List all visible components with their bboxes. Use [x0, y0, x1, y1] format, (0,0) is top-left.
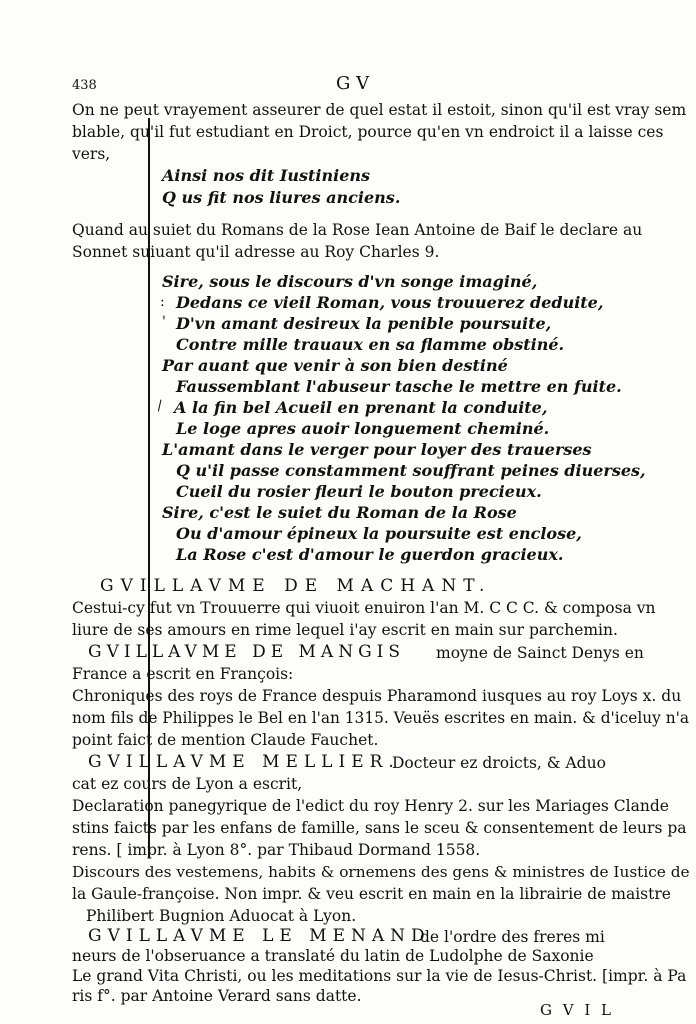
folio-number: 438	[72, 78, 97, 93]
text-line: de l'ordre des freres mi	[420, 928, 605, 946]
text-line: On ne peut vrayement asseurer de quel estat il estoit, sinon qu'il est vray sem	[72, 101, 687, 119]
sonnet-line: Sire, sous le discours d'vn songe imaginé,	[162, 272, 538, 291]
margin-mark: \	[153, 397, 166, 415]
verse-line: Ainsi nos dit Iustiniens	[162, 166, 371, 185]
text-line: Declaration panegyrique de l'edict du roy Henry 2. sur les Mariages Clande	[72, 797, 669, 815]
sonnet-line: Par auant que venir à son bien destiné	[162, 356, 508, 375]
sonnet-line: Contre mille trauaux en sa flamme obstiné.	[176, 335, 565, 354]
text-line: Docteur ez droicts, & Aduo	[392, 754, 606, 772]
text-line: stins faicts par les enfans de famille, sans le sceu & consentement de leurs pa	[72, 819, 687, 837]
entry-heading: GVILLAVME DE MACHANT.	[100, 576, 492, 596]
text-line: Quand au suiet du Romans de la Rose Iean Antoine de Baif le declare au	[72, 221, 643, 239]
text-line: Philibert Bugnion Aduocat à Lyon.	[86, 907, 357, 925]
margin-mark: '	[162, 314, 166, 330]
text-line: ris f°. par Antoine Verard sans datte.	[72, 987, 362, 1005]
sonnet-line: Le loge apres auoir longuement cheminé.	[176, 419, 550, 438]
running-head: G V	[336, 73, 370, 94]
sonnet-line: L'amant dans le verger pour loyer des trauerses	[162, 440, 592, 459]
text-line: Sonnet suiuant qu'il adresse au Roy Charles 9.	[72, 243, 440, 261]
entry-heading: GVILLAVME MELLIER.	[88, 752, 400, 772]
sonnet-line: Cueil du rosier fleuri le bouton precieux.	[176, 482, 542, 501]
sonnet-line: Ou d'amour épineux la poursuite est enclose,	[176, 524, 582, 543]
text-line: Chroniques des roys de France despuis Pharamond iusques au roy Loys x. du	[72, 687, 682, 705]
text-line: point faict de mention Claude Fauchet.	[72, 731, 379, 749]
verse-line: Q us fit nos liures anciens.	[162, 188, 401, 207]
text-line: blable, qu'il fut estudiant en Droict, pource qu'en vn endroict il a laisse ces	[72, 123, 664, 141]
text-line: la Gaule-françoise. Non impr. & veu escrit en main en la librairie de maistre	[72, 885, 671, 903]
sonnet-line: Faussemblant l'abuseur tasche le mettre en fuite.	[176, 377, 622, 396]
text-line: Le grand Vita Christi, ou les meditations sur la vie de Iesus-Christ. [impr. à Pa	[72, 967, 687, 985]
sonnet-line: Q u'il passe constamment souffrant peines diuerses,	[176, 461, 646, 480]
text-line: liure de ses amours en rime lequel i'ay escrit en main sur parchemin.	[72, 621, 618, 639]
text-line: vers,	[72, 145, 111, 163]
text-line: cat ez cours de Lyon a escrit,	[72, 775, 303, 793]
text-line: Cestui-cy fut vn Trouuerre qui viuoit enuiron l'an M. C C C. & composa vn	[72, 599, 656, 617]
sonnet-line: La Rose c'est d'amour le guerdon gracieux.	[176, 545, 564, 564]
text-line: Discours des vestemens, habits & ornemens des gens & ministres de Iustice de	[72, 863, 690, 881]
catchword: G V I L	[540, 1001, 615, 1019]
sonnet-line: D'vn amant desireux la penible poursuite,	[176, 314, 552, 333]
text-line: moyne de Sainct Denys en	[436, 644, 644, 662]
sonnet-line: Dedans ce vieil Roman, vous trouuerez deduite,	[176, 293, 604, 312]
sonnet-line: Sire, c'est le suiet du Roman de la Rose	[162, 503, 517, 522]
text-line: nom fils de Philippes le Bel en l'an 1315. Veuës escrites en main. & d'iceluy n'a	[72, 709, 690, 727]
margin-mark: :	[160, 294, 165, 310]
entry-heading: GVILLAVME LE MENAND	[88, 926, 431, 946]
text-line: rens. [ impr. à Lyon 8°. par Thibaud Dormand 1558.	[72, 841, 481, 859]
text-line: France a escrit en François:	[72, 665, 294, 683]
text-line: neurs de l'obseruance a translaté du latin de Ludolphe de Saxonie	[72, 947, 594, 965]
entry-heading: GVILLAVME DE MANGIS	[88, 642, 406, 662]
sonnet-line: A la fin bel Acueil en prenant la conduite,	[174, 398, 548, 417]
